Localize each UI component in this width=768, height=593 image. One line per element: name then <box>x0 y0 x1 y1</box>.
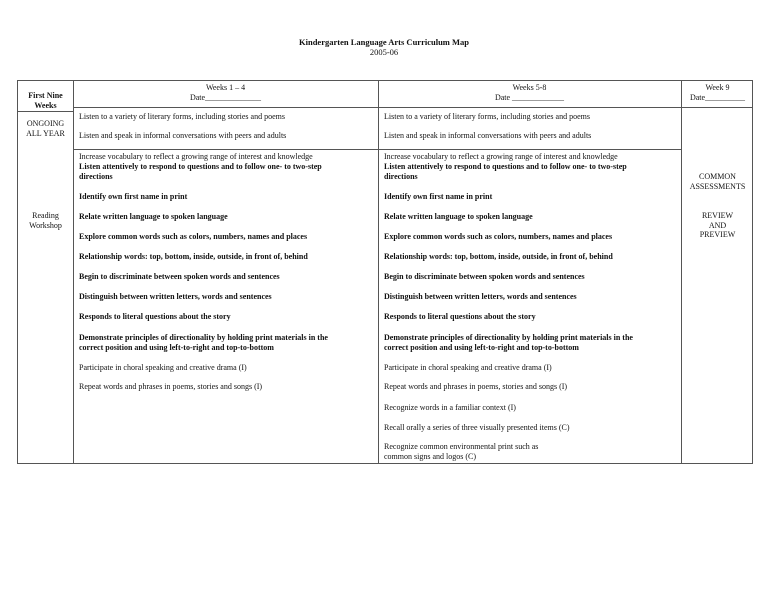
common-assessments-cell: COMMON ASSESSMENTS <box>689 172 746 191</box>
column-divider <box>73 81 74 463</box>
header-row-divider <box>73 107 752 108</box>
list-item: Listen attentively to respond to questions and to follow one- to two-step directions <box>384 162 627 181</box>
reading-workshop-row-label: Reading Workshop <box>29 211 62 230</box>
list-item: Distinguish between written letters, words and sentences <box>384 292 577 301</box>
weeks-5-8-header: Weeks 5-8 Date _____________ <box>494 83 565 102</box>
curriculum-table <box>17 80 753 464</box>
list-item: Participate in choral speaking and creative drama (I) <box>79 363 247 372</box>
list-item: Increase vocabulary to reflect a growing range of interest and knowledge <box>384 152 618 161</box>
header-row-divider <box>18 111 73 112</box>
weeks-1-4-header: Weeks 1 – 4 Date______________ <box>189 83 262 102</box>
list-item: Repeat words and phrases in poems, stories and songs (I) <box>79 382 263 391</box>
list-item: Distinguish between written letters, words and sentences <box>79 292 272 301</box>
list-item: Explore common words such as colors, numbers, names and places <box>79 232 308 241</box>
list-item: Demonstrate principles of directionality by holding print materials in the correct position and using left-to-right and top-to-bottom <box>384 333 633 352</box>
ongoing-row-label: ONGOING ALL YEAR <box>26 119 65 138</box>
column-divider <box>378 81 379 463</box>
list-item: Listen to a variety of literary forms, including stories and poems <box>384 112 590 121</box>
list-item: Relationship words: top, bottom, inside, outside, in front of, behind <box>384 252 613 261</box>
list-item: Explore common words such as colors, numbers, names and places <box>384 232 613 241</box>
period-header: First Nine Weeks <box>28 91 63 110</box>
list-item: Listen and speak in informal conversations with peers and adults <box>384 131 592 140</box>
document-title: Kindergarten Language Arts Curriculum Map <box>299 37 469 47</box>
week-9-header: Week 9 Date__________ <box>689 83 746 102</box>
list-item: Relationship words: top, bottom, inside, outside, in front of, behind <box>79 252 308 261</box>
list-item: Participate in choral speaking and creative drama (I) <box>384 363 552 372</box>
list-item: Responds to literal questions about the story <box>79 312 231 321</box>
section-divider <box>378 149 681 150</box>
list-item: Relate written language to spoken language <box>384 212 533 221</box>
list-item: Identify own first name in print <box>79 192 188 201</box>
list-item: Recognize common environmental print such as common signs and logos (C) <box>384 442 539 461</box>
list-item: Listen to a variety of literary forms, including stories and poems <box>79 112 285 121</box>
list-item: Listen attentively to respond to questions and to follow one- to two-step directions <box>79 162 322 181</box>
list-item: Begin to discriminate between spoken words and sentences <box>384 272 585 281</box>
list-item: Demonstrate principles of directionality by holding print materials in the correct position and using left-to-right and top-to-bottom <box>79 333 328 352</box>
document-year: 2005-06 <box>369 47 399 57</box>
list-item: Listen and speak in informal conversations with peers and adults <box>79 131 287 140</box>
list-item: Increase vocabulary to reflect a growing range of interest and knowledge <box>79 152 313 161</box>
list-item: Recall orally a series of three visually presented items (C) <box>384 423 570 432</box>
list-item: Identify own first name in print <box>384 192 493 201</box>
list-item: Recognize words in a familiar context (I) <box>384 403 516 412</box>
list-item: Responds to literal questions about the story <box>384 312 536 321</box>
review-preview-cell: REVIEW AND PREVIEW <box>699 211 736 239</box>
section-divider <box>73 149 378 150</box>
list-item: Begin to discriminate between spoken words and sentences <box>79 272 280 281</box>
list-item: Repeat words and phrases in poems, stories and songs (I) <box>384 382 568 391</box>
list-item: Relate written language to spoken language <box>79 212 228 221</box>
column-divider <box>681 81 682 463</box>
